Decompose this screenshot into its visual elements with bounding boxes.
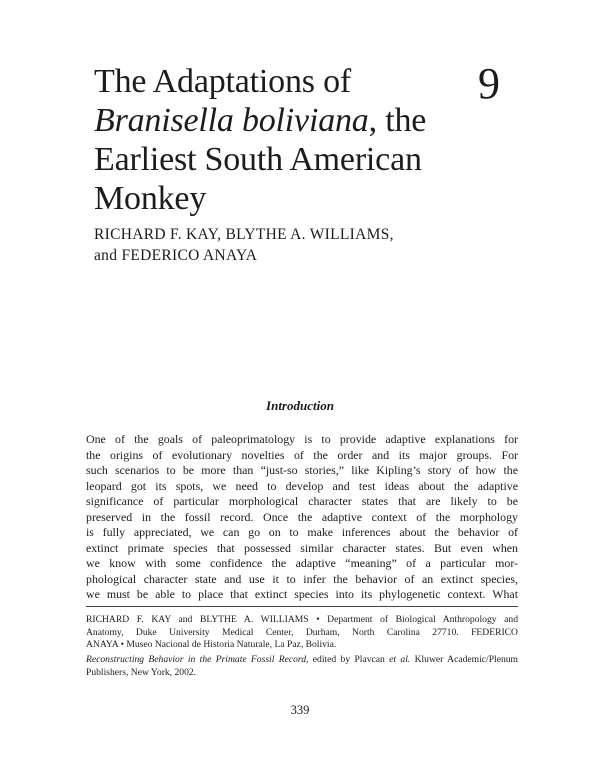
book-title: Reconstructing Behavior in the Primate Fossil Record, <box>86 654 309 665</box>
page-number: 339 <box>290 703 310 717</box>
chapter-title-line: , the <box>368 102 427 139</box>
body-line: the origins of evolutionary novelties of the order and its major groups. For <box>86 447 518 462</box>
body-line: such scenarios to be more than “just-so stories,” like Kipling’s story of how the <box>86 463 518 477</box>
chapter-title-line: Earliest South American <box>94 141 422 178</box>
author-line: RICHARD F. KAY, BLYTHE A. WILLIAMS, <box>94 226 394 243</box>
citation-text: edited by Plavcan <box>308 654 390 665</box>
author-line: and FEDERICO ANAYA <box>94 247 258 264</box>
affiliation-line: ANAYA • Museo Nacional de Historia Naturale, La Paz, Bolivia. <box>86 639 337 650</box>
body-line: we must be able to place that extinct species into its phylogenetic context. What <box>86 587 518 601</box>
footnote-divider <box>86 606 518 607</box>
body-line: extinct primate species that possessed similar character states. But even when <box>86 540 518 555</box>
chapter-number: 9 <box>478 59 500 108</box>
citation-text: Kluwer Academic/Plenum <box>410 654 519 665</box>
chapter-title-line: The Adaptations of <box>94 63 352 100</box>
body-line: preserved in the fossil record. Once the adaptive context of the morphology <box>86 509 518 524</box>
body-line: significance of particular morphological character states that are likely to be <box>86 494 518 508</box>
body-line: leopard got its spots, we need to develop and test ideas about the adaptive <box>86 478 518 493</box>
body-text <box>86 432 518 603</box>
body-line: phological character state and use it to infer the behavior of an extinct species, <box>86 571 518 586</box>
author-affiliations <box>86 614 518 652</box>
citation-line: Publishers, New York, 2002. <box>86 666 197 678</box>
body-line: we know with some confidence the adaptive “meaning” of a particular mor- <box>86 556 518 570</box>
affiliation-line: Anatomy, Duke University Medical Center, Durham, North Carolina 27710. FEDERICO <box>86 626 518 638</box>
body-line: One of the goals of paleoprimatology is to provide adaptive explanations for <box>86 432 518 446</box>
author-list <box>94 224 524 266</box>
body-line: is fully appreciated, we can go on to make inferences about the behavior of <box>86 525 518 539</box>
affiliation-line: RICHARD F. KAY and BLYTHE A. WILLIAMS • Department of Biological Anthropology and <box>86 614 518 625</box>
species-name: Branisella boliviana <box>94 102 369 139</box>
source-citation <box>86 654 518 679</box>
citation-etal: et al. <box>389 654 411 665</box>
chapter-title <box>94 62 454 218</box>
chapter-title-line: Monkey <box>94 180 207 217</box>
citation-line <box>86 654 518 667</box>
section-heading: Introduction <box>266 398 334 413</box>
